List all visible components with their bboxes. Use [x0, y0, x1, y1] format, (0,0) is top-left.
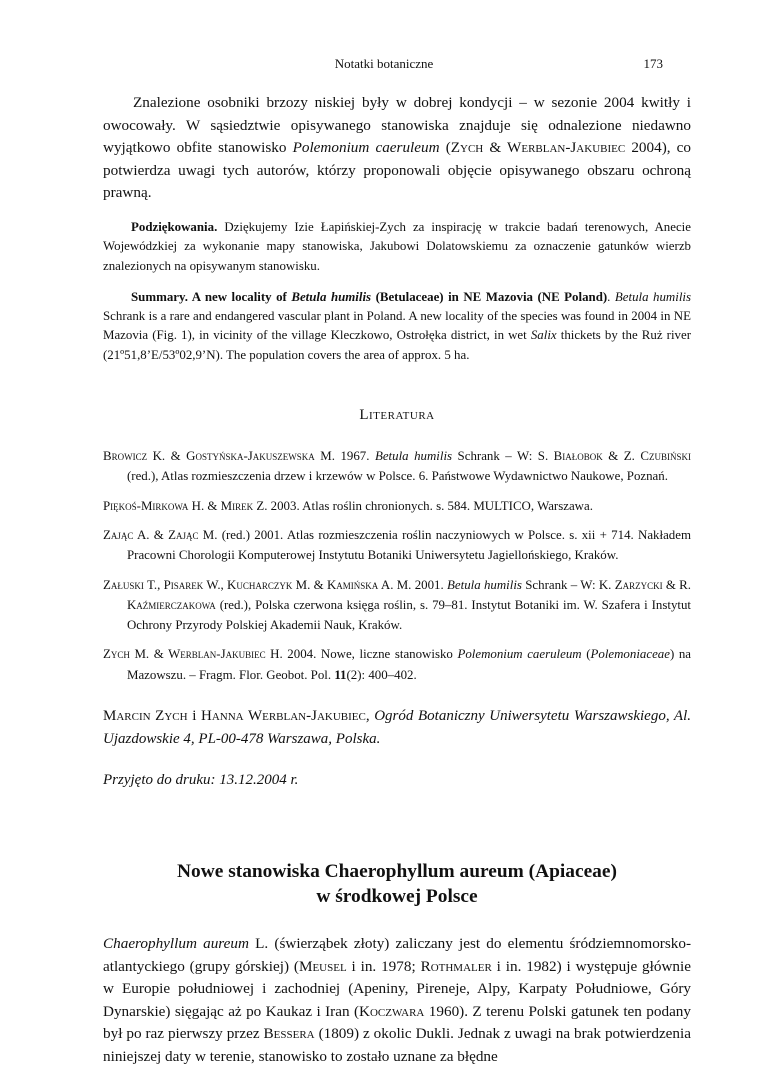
reference-list — [103, 446, 691, 685]
literature-heading: Literatura — [359, 407, 435, 424]
article-body-paragraph: Chaerophyllum aureum L. (świerząbek złoty) zaliczany jest do elementu śródziemnomorsko-atlantyckiego (grupy górskiej) (Meusel i in. 1978; Rothmaler i in. 1982) i występuje głównie w Europie południowej i zachodniej (Apeniny, Pireneje, Alpy, Karpaty Południowe, Góry Dynarskie) sięgając aż po Kaukaz i Iran (Koczwara 1960). Z terenu Polski gatunek ten podany był po raz pierwszy przez Bessera (1809) z okolic Dukli. Jednak z uwagi na brak potwierdzenia niniejszej daty w terenie, stanowisko to zostało uznane za błędne — [103, 935, 691, 1065]
reference-item: Zając A. & Zając M. (red.) 2001. Atlas rozmieszczenia roślin naczyniowych w Polsce. s. xii + 714. Nakładem Pracowni Chorologii Komputerowej Instytutu Botaniki Uniwersytetu Jagiellońskiego, Kraków. — [103, 527, 691, 563]
page-content — [103, 92, 691, 1069]
article-title-line: w środkowej Polsce — [316, 886, 478, 908]
acknowledgements-paragraph: Podziękowania. Dziękujemy Izie Łapińskiej-Zych za inspirację w trakcie badań terenowych, Anecie Wojewódzkiej za wykonanie mapy stanowiska, Jakubowi Dolatowskiemu za oznaczenie gatunków wierzb znalezionych na opisywanym stanowisku. — [103, 219, 691, 273]
journal-section-title: Notatki botaniczne — [334, 56, 434, 71]
reference-item: Piękoś-Mirkowa H. & Mirek Z. 2003. Atlas roślin chronionych. s. 584. MULTICO, Warszawa. — [103, 498, 593, 513]
intro-paragraph: Znalezione osobniki brzozy niskiej były w dobrej kondycji – w sezonie 2004 kwitły i owocowały. W sąsiedztwie opisywanego stanowiska znajduje się odnalezione niedawno wyjątkowo obfite stanowisko Polemonium caeruleum (Zych & Werblan-Jakubiec 2004), co potwierdza uwagi tych autorów, którzy proponowali objęcie opisywanego obszaru ochroną prawną. — [103, 94, 691, 202]
acknowledgements-label: Podziękowania. — [131, 219, 218, 234]
reference-item: Zych M. & Werblan-Jakubiec H. 2004. Nowe, liczne stanowisko Polemonium caeruleum (Polemoniaceae) na Mazowszu. – Fragm. Flor. Geobot. Pol. 11(2): 400–402. — [103, 647, 692, 682]
article-title-line: Nowe stanowiska Chaerophyllum aureum (Apiaceae) — [177, 861, 617, 883]
author-affiliation: Marcin Zych i Hanna Werblan-Jakubiec, Ogród Botaniczny Uniwersytetu Warszawskiego, Al. Ujazdowskie 4, PL-00-478 Warszawa, Polska. — [103, 708, 692, 747]
summary-paragraph: Summary. A new locality of Betula humilis (Betulaceae) in NE Mazovia (NE Poland). Betula humilis Schrank is a rare and endangered vascular plant in Poland. A new locality of the species was found in 2004 in NE Mazovia (Fig. 1), in vicinity of the village Kleczkowo, Ostrołęka district, in wet Salix thickets by the Ruż river (21º51,8’E/53º02,9’N). The population covers the area of approx. 5 ha. — [103, 289, 691, 362]
page-number: 173 — [643, 56, 663, 71]
article-title — [103, 859, 691, 909]
accepted-date: Przyjęto do druku: 13.12.2004 r. — [103, 772, 299, 789]
running-header — [0, 56, 768, 76]
reference-item: Browicz K. & Gostyńska-Jakuszewska M. 1967. Betula humilis Schrank – W: S. Białobok & Z. Czubiński (red.), Atlas rozmieszczenia drzew i krzewów w Polsce. 6. Państwowe Wydawnictwo Naukowe, Poznań. — [103, 449, 691, 484]
reference-item: Załuski T., Pisarek W., Kucharczyk M. & Kamińska A. M. 2001. Betula humilis Schrank – W: K. Zarzycki & R. Kaźmierczakowa (red.), Polska czerwona księga roślin, s. 79–81. Instytut Botaniki im. W. Szafera i Instytut Ochrony Przyrody Polskiej Akademii Nauk, Kraków. — [103, 577, 692, 633]
